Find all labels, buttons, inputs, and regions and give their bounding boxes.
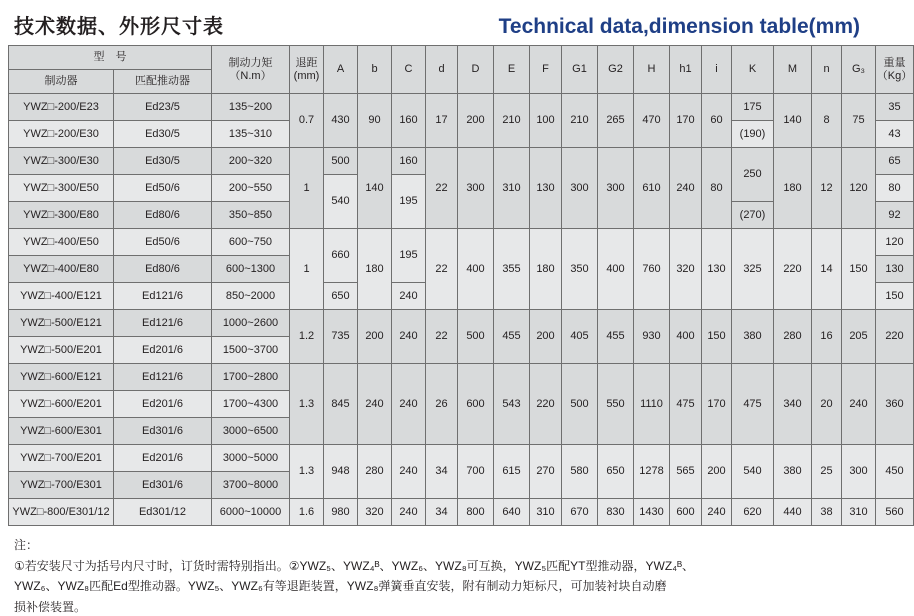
- table-row: [9, 229, 914, 256]
- cell-torque: 1700~4300: [212, 391, 290, 418]
- cell-n: 25: [812, 445, 842, 499]
- cell-K: 620: [732, 499, 774, 526]
- header-d: d: [426, 46, 458, 94]
- cell-b: 180: [358, 229, 392, 310]
- cell-K-top: 175: [732, 94, 774, 121]
- cell-d: 22: [426, 148, 458, 229]
- cell-torque: 350~850: [212, 202, 290, 229]
- cell-C: 240: [392, 310, 426, 364]
- header-h1: h1: [670, 46, 702, 94]
- cell-G1: 405: [562, 310, 598, 364]
- cell-brake-model: YWZ□-600/E201: [9, 391, 114, 418]
- cell-G1: 670: [562, 499, 598, 526]
- cell-A: 845: [324, 364, 358, 445]
- cell-A-bottom: 540: [324, 175, 358, 229]
- cell-H: 1110: [634, 364, 670, 445]
- cell-M: 180: [774, 148, 812, 229]
- cell-M: 440: [774, 499, 812, 526]
- cell-G2: 400: [598, 229, 634, 310]
- notes-line-1: ①若安装尺寸为括号内尺寸时，订货时需特别指出。②YWZ₅、YWZ₄ᴮ、YWZ₆、YWZ₈可互换，YWZ₅匹配YT型推动器，YWZ₄ᴮ、: [14, 558, 695, 573]
- cell-d: 22: [426, 310, 458, 364]
- cell-pusher-model: Ed50/6: [114, 229, 212, 256]
- cell-pusher-model: Ed121/6: [114, 283, 212, 310]
- cell-D: 300: [458, 148, 494, 229]
- cell-h1: 600: [670, 499, 702, 526]
- cell-pusher-model: Ed201/6: [114, 337, 212, 364]
- page-title-cn: 技术数据、外形尺寸表: [14, 16, 224, 38]
- cell-d: 34: [426, 445, 458, 499]
- header-torque: 制动力矩 （N.m）: [212, 46, 290, 94]
- cell-brake-model: YWZ□-400/E80: [9, 256, 114, 283]
- cell-weight: 220: [876, 310, 914, 364]
- cell-brake-model: YWZ□-500/E201: [9, 337, 114, 364]
- cell-M: 340: [774, 364, 812, 445]
- cell-F: 100: [530, 94, 562, 148]
- cell-b: 280: [358, 445, 392, 499]
- cell-E: 355: [494, 229, 530, 310]
- notes-line-2: YWZ₆、YWZ₈匹配Ed型推动器。YWZ₅、YWZ₆有等退距装置，YWZ₈弹簧垂直安装，附有制动力矩标尺，可加装衬块自动磨: [14, 579, 667, 594]
- cell-i: 130: [702, 229, 732, 310]
- cell-b: 240: [358, 364, 392, 445]
- cell-C-bottom: 195: [392, 175, 426, 229]
- header-M: M: [774, 46, 812, 94]
- cell-D: 800: [458, 499, 494, 526]
- cell-weight: 560: [876, 499, 914, 526]
- cell-K-bottom: (270): [732, 202, 774, 229]
- cell-pusher-model: Ed201/6: [114, 391, 212, 418]
- cell-pusher-model: Ed30/5: [114, 148, 212, 175]
- cell-brake-model: YWZ□-300/E30: [9, 148, 114, 175]
- cell-H: 610: [634, 148, 670, 229]
- table-row: [9, 148, 914, 175]
- cell-gap: 0.7: [290, 94, 324, 148]
- cell-K-bottom: (190): [732, 121, 774, 148]
- cell-d: 22: [426, 229, 458, 310]
- header-model-group: 型 号: [9, 46, 212, 70]
- cell-G3: 240: [842, 364, 876, 445]
- cell-weight: 130: [876, 256, 914, 283]
- cell-b: 200: [358, 310, 392, 364]
- cell-C-top: 160: [392, 148, 426, 175]
- cell-torque: 200~550: [212, 175, 290, 202]
- header-H: H: [634, 46, 670, 94]
- cell-E: 640: [494, 499, 530, 526]
- header-G3: G₃: [842, 46, 876, 94]
- cell-G1: 580: [562, 445, 598, 499]
- cell-torque: 3000~6500: [212, 418, 290, 445]
- table-row: [9, 445, 914, 472]
- cell-pusher-model: Ed80/6: [114, 256, 212, 283]
- cell-pusher-model: Ed201/6: [114, 445, 212, 472]
- cell-weight: 360: [876, 364, 914, 445]
- cell-weight: 43: [876, 121, 914, 148]
- cell-A-bottom: 650: [324, 283, 358, 310]
- cell-d: 26: [426, 364, 458, 445]
- table-row: [9, 94, 914, 121]
- cell-gap: 1.2: [290, 310, 324, 364]
- cell-F: 200: [530, 310, 562, 364]
- cell-pusher-model: Ed80/6: [114, 202, 212, 229]
- cell-torque: 850~2000: [212, 283, 290, 310]
- cell-E: 210: [494, 94, 530, 148]
- cell-M: 220: [774, 229, 812, 310]
- cell-b: 320: [358, 499, 392, 526]
- header-b: b: [358, 46, 392, 94]
- cell-brake-model: YWZ□-200/E23: [9, 94, 114, 121]
- cell-b: 140: [358, 148, 392, 229]
- cell-torque: 200~320: [212, 148, 290, 175]
- header-n: n: [812, 46, 842, 94]
- cell-brake-model: YWZ□-600/E301: [9, 418, 114, 445]
- cell-G1: 500: [562, 364, 598, 445]
- cell-brake-model: YWZ□-600/E121: [9, 364, 114, 391]
- cell-torque: 1000~2600: [212, 310, 290, 337]
- header-gap: 退距 (mm): [290, 46, 324, 94]
- cell-torque: 1700~2800: [212, 364, 290, 391]
- table-row: [9, 364, 914, 391]
- cell-pusher-model: Ed121/6: [114, 364, 212, 391]
- notes-line-3: 损补偿装置。: [14, 599, 87, 614]
- cell-d: 17: [426, 94, 458, 148]
- cell-n: 12: [812, 148, 842, 229]
- cell-weight: 450: [876, 445, 914, 499]
- cell-G2: 830: [598, 499, 634, 526]
- cell-G3: 205: [842, 310, 876, 364]
- cell-H: 1430: [634, 499, 670, 526]
- cell-D: 400: [458, 229, 494, 310]
- cell-weight: 150: [876, 283, 914, 310]
- cell-brake-model: YWZ□-200/E30: [9, 121, 114, 148]
- technical-data-table: [8, 45, 914, 526]
- cell-weight: 80: [876, 175, 914, 202]
- cell-gap: 1.6: [290, 499, 324, 526]
- cell-h1: 170: [670, 94, 702, 148]
- cell-gap: 1: [290, 229, 324, 310]
- cell-pusher-model: Ed301/12: [114, 499, 212, 526]
- cell-A: 735: [324, 310, 358, 364]
- cell-pusher-model: Ed30/5: [114, 121, 212, 148]
- cell-G3: 75: [842, 94, 876, 148]
- cell-gap: 1.3: [290, 445, 324, 499]
- cell-D: 700: [458, 445, 494, 499]
- cell-A: 980: [324, 499, 358, 526]
- cell-C-top: 195: [392, 229, 426, 283]
- cell-G2: 265: [598, 94, 634, 148]
- cell-G3: 150: [842, 229, 876, 310]
- cell-H: 1278: [634, 445, 670, 499]
- cell-E: 543: [494, 364, 530, 445]
- cell-brake-model: YWZ□-700/E201: [9, 445, 114, 472]
- cell-n: 8: [812, 94, 842, 148]
- cell-F: 130: [530, 148, 562, 229]
- cell-E: 615: [494, 445, 530, 499]
- cell-K-top: 250: [732, 148, 774, 202]
- cell-E: 455: [494, 310, 530, 364]
- cell-D: 200: [458, 94, 494, 148]
- cell-n: 20: [812, 364, 842, 445]
- cell-A-top: 660: [324, 229, 358, 283]
- notes-block: [14, 536, 862, 616]
- cell-H: 470: [634, 94, 670, 148]
- cell-weight: 65: [876, 148, 914, 175]
- cell-K: 325: [732, 229, 774, 310]
- cell-G2: 650: [598, 445, 634, 499]
- cell-n: 14: [812, 229, 842, 310]
- cell-i: 80: [702, 148, 732, 229]
- table-row: [9, 310, 914, 337]
- notes-heading: 注：: [14, 538, 39, 552]
- cell-G2: 300: [598, 148, 634, 229]
- cell-F: 270: [530, 445, 562, 499]
- cell-K: 540: [732, 445, 774, 499]
- cell-G3: 300: [842, 445, 876, 499]
- cell-M: 140: [774, 94, 812, 148]
- cell-torque: 135~200: [212, 94, 290, 121]
- cell-C: 240: [392, 445, 426, 499]
- cell-gap: 1.3: [290, 364, 324, 445]
- cell-F: 220: [530, 364, 562, 445]
- cell-H: 760: [634, 229, 670, 310]
- cell-pusher-model: Ed50/6: [114, 175, 212, 202]
- page-header: [8, 10, 866, 45]
- header-G1: G1: [562, 46, 598, 94]
- header-weight: 重量 （Kg）: [876, 46, 914, 94]
- cell-E: 310: [494, 148, 530, 229]
- cell-H: 930: [634, 310, 670, 364]
- cell-pusher-model: Ed301/6: [114, 472, 212, 499]
- cell-weight: 35: [876, 94, 914, 121]
- cell-D: 600: [458, 364, 494, 445]
- header-F: F: [530, 46, 562, 94]
- cell-brake-model: YWZ□-400/E50: [9, 229, 114, 256]
- cell-pusher-model: Ed23/5: [114, 94, 212, 121]
- header-C: C: [392, 46, 426, 94]
- header-model-pusher: 匹配推动器: [114, 70, 212, 94]
- header-K: K: [732, 46, 774, 94]
- cell-h1: 475: [670, 364, 702, 445]
- table-row: [9, 499, 914, 526]
- cell-torque: 600~750: [212, 229, 290, 256]
- cell-G2: 550: [598, 364, 634, 445]
- cell-M: 380: [774, 445, 812, 499]
- cell-n: 38: [812, 499, 842, 526]
- cell-brake-model: YWZ□-800/E301/12: [9, 499, 114, 526]
- cell-weight: 120: [876, 229, 914, 256]
- cell-K: 475: [732, 364, 774, 445]
- cell-torque: 1500~3700: [212, 337, 290, 364]
- cell-torque: 3700~8000: [212, 472, 290, 499]
- cell-A-top: 500: [324, 148, 358, 175]
- cell-h1: 240: [670, 148, 702, 229]
- cell-M: 280: [774, 310, 812, 364]
- cell-pusher-model: Ed301/6: [114, 418, 212, 445]
- cell-F: 180: [530, 229, 562, 310]
- cell-brake-model: YWZ□-400/E121: [9, 283, 114, 310]
- header-G2: G2: [598, 46, 634, 94]
- cell-torque: 135~310: [212, 121, 290, 148]
- cell-torque: 6000~10000: [212, 499, 290, 526]
- cell-i: 200: [702, 445, 732, 499]
- cell-C: 160: [392, 94, 426, 148]
- cell-C: 240: [392, 499, 426, 526]
- cell-D: 500: [458, 310, 494, 364]
- cell-i: 150: [702, 310, 732, 364]
- header-D: D: [458, 46, 494, 94]
- cell-G1: 350: [562, 229, 598, 310]
- cell-h1: 320: [670, 229, 702, 310]
- cell-torque: 600~1300: [212, 256, 290, 283]
- cell-G2: 455: [598, 310, 634, 364]
- cell-d: 34: [426, 499, 458, 526]
- cell-brake-model: YWZ□-300/E80: [9, 202, 114, 229]
- cell-pusher-model: Ed121/6: [114, 310, 212, 337]
- table-header-row-1: [9, 46, 914, 70]
- header-model-brake: 制动器: [9, 70, 114, 94]
- cell-n: 16: [812, 310, 842, 364]
- cell-b: 90: [358, 94, 392, 148]
- cell-F: 310: [530, 499, 562, 526]
- cell-h1: 565: [670, 445, 702, 499]
- cell-brake-model: YWZ□-500/E121: [9, 310, 114, 337]
- cell-C: 240: [392, 364, 426, 445]
- cell-i: 170: [702, 364, 732, 445]
- cell-G3: 310: [842, 499, 876, 526]
- cell-C-bottom: 240: [392, 283, 426, 310]
- cell-weight: 92: [876, 202, 914, 229]
- cell-A: 948: [324, 445, 358, 499]
- cell-G1: 300: [562, 148, 598, 229]
- cell-h1: 400: [670, 310, 702, 364]
- cell-i: 60: [702, 94, 732, 148]
- cell-G3: 120: [842, 148, 876, 229]
- cell-brake-model: YWZ□-700/E301: [9, 472, 114, 499]
- cell-K: 380: [732, 310, 774, 364]
- cell-torque: 3000~5000: [212, 445, 290, 472]
- cell-A: 430: [324, 94, 358, 148]
- cell-gap: 1: [290, 148, 324, 229]
- cell-i: 240: [702, 499, 732, 526]
- cell-brake-model: YWZ□-300/E50: [9, 175, 114, 202]
- header-i: i: [702, 46, 732, 94]
- cell-G1: 210: [562, 94, 598, 148]
- header-E: E: [494, 46, 530, 94]
- page-title-en: Technical data,dimension table(mm): [498, 15, 860, 38]
- header-A: A: [324, 46, 358, 94]
